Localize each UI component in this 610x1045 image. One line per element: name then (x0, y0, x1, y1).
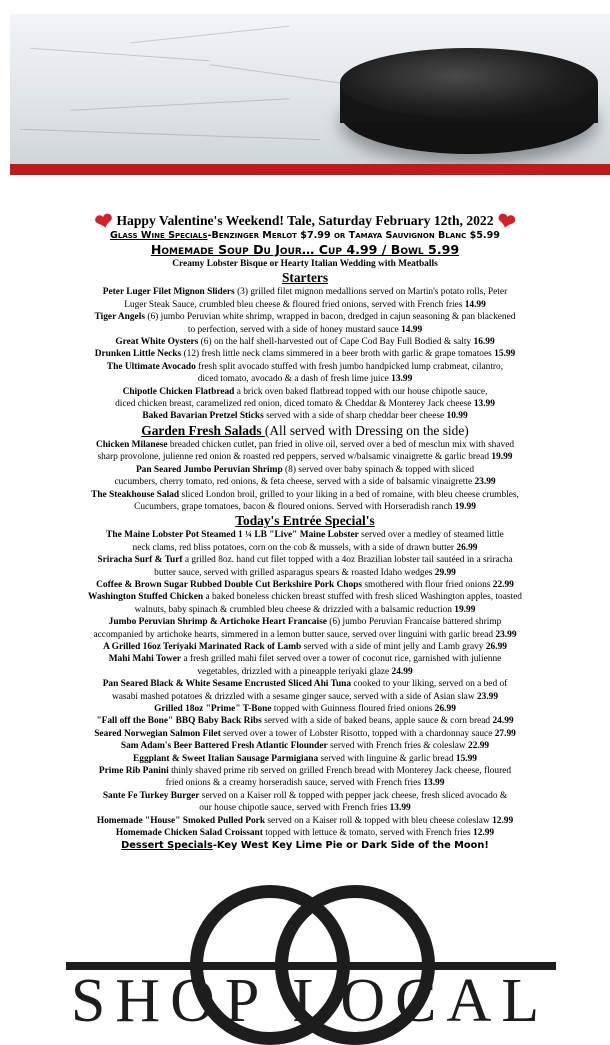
menu-item-price: 23.99 (476, 691, 499, 702)
menu-item-name: Eggplant & Sweet Italian Sausage Parmigiana (133, 753, 319, 764)
menu-item-description: served on a Kaiser roll & topped with bleu cheese coleslaw (265, 815, 493, 826)
menu-item-name: The Steakhouse Salad (91, 489, 180, 500)
menu-item-description: (6) jumbo Peruvian Francaise battered shrimp (326, 617, 502, 628)
menu-item-description: served with linguine & garlic bread (318, 753, 456, 764)
menu-item-name: "Fall off the Bone" BBQ Baby Back Ribs (96, 716, 262, 727)
menu-item (0, 554, 610, 579)
menu-item-description: served on a Kaiser roll & topped with pepper jack cheese, fresh sliced avocado & (199, 790, 508, 801)
entrees-list (0, 529, 610, 839)
menu-item-price: 19.99 (491, 452, 513, 463)
menu-item-description: walnuts, baby spinach & crumbled bleu cheese & drizzled with a balsamic reduction (134, 604, 455, 615)
soup-options: Creamy Lobster Bisque or Hearty Italian Wedding with Meatballs (172, 259, 438, 269)
menu-item-price: 16.99 (473, 337, 495, 348)
menu-item-name: Prime Rib Panini (98, 766, 169, 777)
soup-of-the-day: Homemade Soup Du Jour… Cup 4.99 / Bowl 5.99 (150, 242, 460, 257)
menu-item-name: Homemade "House" Smoked Pulled Pork (96, 815, 266, 826)
menu-item-price: 22.99 (492, 579, 514, 590)
menu-item-price: 13.99 (423, 778, 445, 789)
menu-item-name: Great White Oysters (115, 337, 199, 348)
menu-item (0, 740, 610, 752)
menu-item-price: 13.99 (391, 374, 413, 385)
menu-item-description: a brick oven baked flatbread topped with our house chipotle sauce, (234, 386, 488, 397)
menu-item-name: Tiger Angels (94, 312, 145, 323)
menu-item-description: wasabi mashed potatoes & drizzled with a sesame ginger sauce, served with a side of Asian slaw (111, 691, 477, 702)
menu-item-name: Sriracha Surf & Turf (97, 555, 183, 566)
menu-item-name: Mahi Mahi Tower (108, 654, 182, 665)
menu-item-price: 10.99 (446, 411, 468, 422)
menu-item-price: 26.99 (434, 704, 456, 714)
menu-item-description: topped with lettuce & tomato, served with French fries (262, 828, 473, 839)
menu-item-name: Pan Seared Jumbo Peruvian Shrimp (135, 464, 283, 475)
menu-item-description: (6) on the half shell-harvested out of Cape Cod Bay Full Bodied & salty (198, 337, 474, 348)
daily-specials-menu (0, 207, 610, 853)
menu-item-description: our house chipotle sauce, served with French fries (199, 803, 390, 814)
menu-item-name: Coffee & Brown Sugar Rubbed Double Cut Berkshire Pork Chops (96, 579, 363, 590)
menu-item-description: (6) jumbo Peruvian white shrimp, wrapped in bacon, dredged in cajun seasoning & pan blackened (144, 312, 516, 323)
menu-item-description: cucumbers, cherry tomato, red onions, & feta cheese, served with a side of balsamic vinaigrette (114, 477, 475, 488)
menu-item (0, 815, 610, 827)
menu-item-name: Seared Norwegian Salmon Filet (94, 728, 221, 739)
menu-item (0, 464, 610, 489)
menu-item-price: 15.99 (455, 753, 477, 764)
menu-item (0, 715, 610, 727)
hockey-puck-banner (10, 14, 610, 164)
menu-item-description: smothered with flour fried onions (362, 579, 493, 590)
menu-item-description: (12) fresh little neck clams simmered in a beer broth with garlic & grape tomatoes (181, 349, 495, 360)
menu-item-name: Baked Bavarian Pretzel Sticks (142, 411, 264, 422)
menu-item-description: served with French fries & coleslaw (327, 741, 468, 752)
menu-item-description: a fresh grilled mahi filet served over a tower of coconut rice, garnished with julienne (181, 654, 502, 665)
menu-item (0, 827, 610, 839)
menu-item (0, 410, 610, 422)
menu-item (0, 439, 610, 464)
starters-heading: Starters (281, 270, 329, 286)
menu-item-price: 22.99 (468, 741, 490, 752)
menu-item (0, 703, 610, 715)
menu-item-price: 13.99 (473, 399, 495, 410)
menu-item-description: Cucumbers, grape tomatoes, bacon & floured onions. Served with Horseradish ranch (134, 501, 455, 512)
menu-item-price: 24.99 (492, 716, 514, 727)
menu-item-price: 12.99 (492, 815, 514, 826)
menu-item (0, 653, 610, 678)
menu-item-name: Washington Stuffed Chicken (87, 592, 204, 603)
banner-divider (10, 164, 610, 175)
menu-item-description: cooked to your liking, served on a bed of (351, 679, 508, 690)
menu-item-description: a grilled 8oz. hand cut filet topped with a 4oz Brazilian lobster tail sautéed in a sriracha (182, 555, 513, 566)
menu-item-description: thinly shaved prime rib served on grilled French bread with Monterey Jack cheese, floured (168, 766, 512, 777)
menu-item-price: 26.99 (456, 542, 478, 553)
menu-item-description: served with a side of baked beans, apple sauce & corn bread (261, 716, 493, 727)
menu-item-price: 15.99 (494, 349, 516, 360)
menu-item (0, 348, 610, 360)
menu-item-description: diced tomato, avocado & a dash of fresh lime juice (197, 374, 392, 385)
menu-item (0, 579, 610, 591)
menu-item (0, 765, 610, 790)
menu-item-description: served over a medley of steamed little (358, 530, 504, 541)
menu-item-description: fresh split avocado stuffed with fresh jumbo handpicked lump crabmeat, cilantro, (195, 361, 504, 372)
menu-item-description: served with a side of sharp cheddar beer cheese (263, 411, 447, 422)
salads-heading: Garden Fresh Salads (All served with Dressing on the side) (141, 422, 469, 438)
menu-item-description: accompanied by artichoke hearts, simmered in a lemon butter sauce, served over linguini with garlic bread (93, 629, 496, 640)
heart-icon: ❤ (92, 207, 116, 236)
wine-specials: Glass Wine Specials-Benzinger Merlot $7.99 or Tamaya Sauvignon Blanc $5.99 (110, 230, 500, 241)
menu-item-name: Jumbo Peruvian Shrimp & Artichoke Heart Francaise (108, 617, 327, 628)
menu-item-price: 24.99 (391, 666, 413, 677)
menu-item-price: 19.99 (454, 604, 476, 615)
menu-item-description: to perfection, served with a side of honey mustard sauce (187, 324, 402, 335)
menu-item (0, 361, 610, 386)
menu-item-name: Chipotle Chicken Flatbread (122, 386, 235, 397)
valentine-headline: ❤ Happy Valentine's Weekend! Tale, Saturday February 12th, 2022 ❤ (92, 207, 518, 236)
menu-item-name: Homemade Chicken Salad Croissant (115, 828, 263, 839)
menu-item-price: 23.99 (474, 477, 496, 488)
menu-item-description: sliced London broil, grilled to your liking in a bed of romaine, with bleu cheese crumbles, (179, 489, 519, 500)
menu-item (0, 386, 610, 411)
menu-item-description: vegetables, drizzled with a pineapple teriyaki glaze (197, 666, 392, 677)
entrees-heading: Today's Entrée Special's (235, 513, 375, 529)
menu-item-description: topped with Guinness floured fried onions (271, 704, 435, 714)
heart-icon: ❤ (494, 207, 518, 236)
menu-item (0, 529, 610, 554)
menu-item-description: (8) served over baby spinach & topped with sliced (282, 464, 475, 475)
starters-list (0, 286, 610, 422)
menu-item-description: served with a side of mint jelly and Lamb gravy (301, 641, 486, 652)
menu-item-name: Pan Seared Black & White Sesame Encrusted Sliced Ahi Tuna (102, 679, 352, 690)
menu-item-description: a baked boneless chicken breast stuffed with fresh sliced Washington apples, toasted (203, 592, 522, 603)
dessert-specials: Dessert Specials-Key West Key Lime Pie or Dark Side of the Moon! (121, 840, 489, 852)
menu-item (0, 753, 610, 765)
menu-item-price: 12.99 (473, 828, 495, 839)
shop-local-logo: SHOP LOCAL (60, 880, 560, 1000)
menu-item-description: neck clams, red bliss potatoes, corn on the cob & mussels, with a side of drawn butter (132, 542, 457, 553)
menu-item-description: butter sauce, served with grilled asparagus spears & roasted Idaho wedges (154, 567, 435, 578)
menu-item-description: sharp provolone, julienne red onion & roasted red peppers, served w/balsamic vinaigrette & garlic bread (97, 452, 492, 463)
menu-item-price: 19.99 (454, 501, 476, 512)
menu-item-name: The Ultimate Avocado (106, 361, 196, 372)
menu-item-name: A Grilled 16oz Teriyaki Marinated Rack of Lamb (103, 641, 302, 652)
menu-item-price: 27.99 (494, 728, 516, 739)
menu-item-price: 26.99 (485, 641, 507, 652)
menu-item-name: Chicken Milanese (95, 439, 168, 450)
menu-item-price: 29.99 (434, 567, 456, 578)
menu-item-description: (3) grilled filet mignon medallions served on Martin's potato rolls, Peter (234, 287, 508, 298)
menu-item (0, 678, 610, 703)
menu-item-price: 13.99 (389, 803, 411, 814)
menu-item (0, 616, 610, 641)
menu-item (0, 728, 610, 740)
menu-item (0, 641, 610, 653)
menu-item-price: 14.99 (401, 324, 423, 335)
menu-item-description: breaded chicken cutlet, pan fried in olive oil, served over a bed of mesclun mix with shaved (167, 439, 515, 450)
menu-item-description: diced chicken breast, caramelized red onion, diced tomato & Cheddar & Monterey Jack cheese (115, 399, 474, 410)
menu-item (0, 591, 610, 616)
menu-item-name: Sam Adam's Beer Battered Fresh Atlantic Flounder (120, 741, 328, 752)
menu-item-description: served over a tower of Lobster Risotto, topped with a chardonnay sauce (220, 728, 495, 739)
menu-item-name: Drunken Little Necks (94, 349, 182, 360)
menu-item-description: fried onions & a creamy horseradish sauce, served with French fries (165, 778, 424, 789)
salads-list (0, 439, 610, 513)
menu-item (0, 336, 610, 348)
menu-item (0, 790, 610, 815)
menu-item-name: Peter Luger Filet Mignon Sliders (102, 287, 235, 298)
menu-item (0, 489, 610, 514)
menu-item-name: The Maine Lobster Pot Steamed 1 ¼ LB "Live" Maine Lobster (106, 530, 359, 541)
menu-item-name: Grilled 18oz "Prime" T-Bone (154, 704, 272, 714)
menu-item-price: 23.99 (495, 629, 517, 640)
menu-item-price: 14.99 (464, 299, 486, 310)
menu-item-name: Sante Fe Turkey Burger (102, 790, 200, 801)
menu-item (0, 311, 610, 336)
menu-item-description: Luger Steak Sauce, crumbled bleu cheese & floured fried onions, served with French fries (124, 299, 465, 310)
menu-item (0, 286, 610, 311)
